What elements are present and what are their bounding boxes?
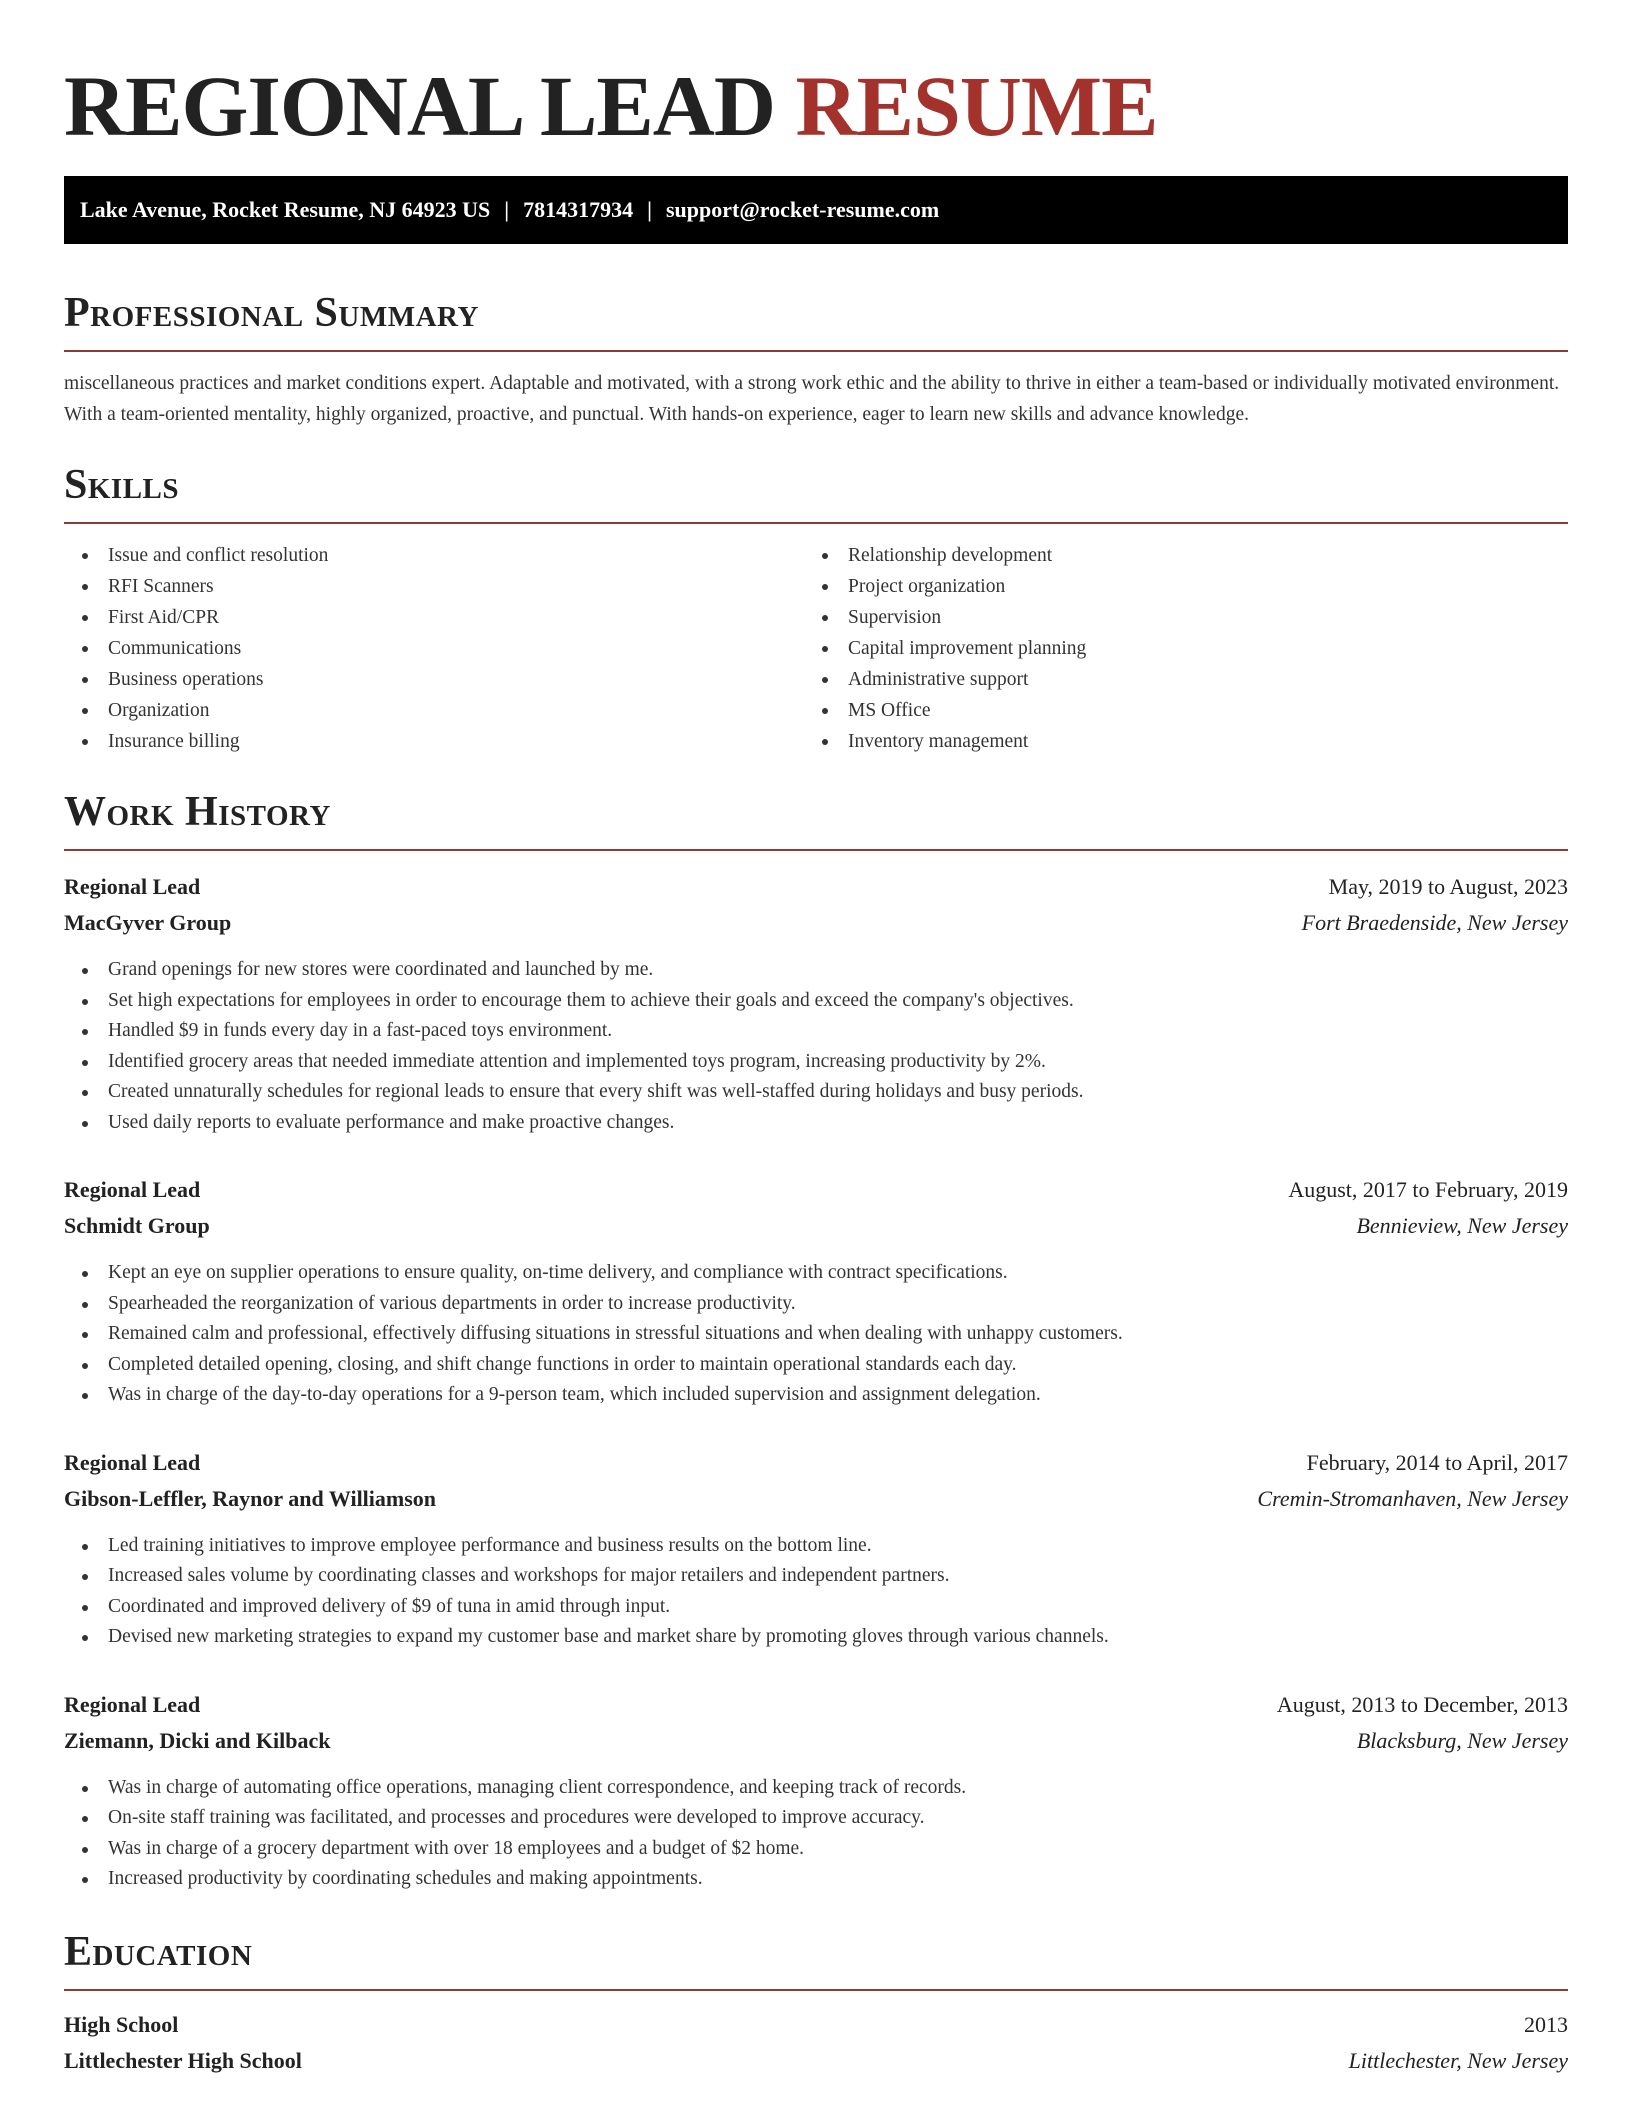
duty-item: Handled $9 in funds every day in a fast-paced toys environment. [64,1016,1568,1047]
job-title: Regional Lead [64,874,201,899]
contact-email[interactable]: support@rocket-resume.com [665,197,940,222]
work-history-heading: Work History [64,787,1568,851]
contact-bar [64,176,1568,244]
job-location: Bennieview, New Jersey [1356,1213,1568,1238]
job-company: Schmidt Group [64,1213,210,1238]
skills-column-left [64,540,804,757]
job-title: Regional Lead [64,1691,201,1717]
skill-item: Insurance billing [64,726,804,757]
job-dates: February, 2014 to April, 2017 [1306,1449,1568,1475]
job-dates: May, 2019 to August, 2023 [1328,874,1568,899]
education-degree: High School [64,2011,179,2037]
job-company: MacGyver Group [64,910,232,935]
duty-item: Remained calm and professional, effectively diffusing situations in stressful situations and when dealing with unhappy customers. [64,1319,1568,1350]
duty-item: Completed detailed opening, closing, and shift change functions in order to maintain operational standards each day. [64,1350,1568,1381]
skill-item: Relationship development [804,540,1544,571]
duty-item: Devised new marketing strategies to expand my customer base and market share by promoting gloves through various channels. [64,1622,1568,1653]
duty-item: Identified grocery areas that needed immediate attention and implemented toys program, increasing productivity by 2%. [64,1047,1568,1078]
title-main: REGIONAL LEAD [64,58,775,154]
contact-address: Lake Avenue, Rocket Resume, NJ 64923 US [80,197,491,222]
duty-item: Increased sales volume by coordinating classes and workshops for major retailers and independent partners. [64,1561,1568,1592]
education-school: Littlechester High School [64,2047,302,2073]
summary-text: miscellaneous practices and market conditions expert. Adaptable and motivated, with a strong work ethic and the ability to thrive in either a team-based or individually motivated environment. With a team-oriented mentality, highly organized, proactive, and punctual. With hands-on experience, eager to learn new skills and advance knowledge. [64,373,1560,425]
job-location: Cremin-Stromanhaven, New Jersey [1257,1485,1568,1511]
education-year: 2013 [1524,2011,1568,2037]
duty-item: Set high expectations for employees in order to encourage them to achieve their goals and exceed the company's objectives. [64,986,1568,1017]
contact-phone[interactable]: 7814317934 [523,197,634,222]
education-location: Littlechester, New Jersey [1348,2047,1568,2073]
skill-item: Supervision [804,602,1544,633]
duty-item: Used daily reports to evaluate performance and make proactive changes. [64,1108,1568,1139]
skill-item: MS Office [804,695,1544,726]
job-entry [64,869,1568,1138]
skill-item: First Aid/CPR [64,602,804,633]
skill-item: Project organization [804,571,1544,602]
skills-list [64,540,1568,757]
contact-separator: | [647,197,652,222]
job-entry [64,1172,1568,1411]
contact-separator: | [504,197,510,222]
duty-item: Kept an eye on supplier operations to ensure quality, on-time delivery, and compliance with contract specifications. [64,1258,1568,1289]
job-location: Fort Braedenside, New Jersey [1301,910,1568,935]
skill-item: Business operations [64,664,804,695]
resume-page [64,0,1568,2079]
skills-column-right [804,540,1544,757]
job-duties [64,955,1568,1138]
education-heading: Education [64,1927,1568,1991]
duty-item: Created unnaturally schedules for regional leads to ensure that every shift was well-staffed during holidays and busy periods. [64,1077,1568,1108]
skills-heading: Skills [64,460,1568,524]
education-entry [64,2007,1568,2079]
job-entry [64,1687,1568,1895]
job-entry [64,1445,1568,1653]
duty-item: Spearheaded the reorganization of various departments in order to increase productivity. [64,1289,1568,1320]
job-company: Ziemann, Dicki and Kilback [64,1727,331,1753]
duty-item: Was in charge of the day-to-day operations for a 9-person team, which included supervision and assignment delegation. [64,1380,1568,1411]
duty-item: On-site staff training was facilitated, and processes and procedures were developed to improve accuracy. [64,1803,1568,1834]
duty-item: Grand openings for new stores were coordinated and launched by me. [64,955,1568,986]
duty-item: Increased productivity by coordinating schedules and making appointments. [64,1864,1568,1895]
job-title: Regional Lead [64,1177,201,1202]
skill-item: Issue and conflict resolution [64,540,804,571]
duty-item: Was in charge of a grocery department with over 18 employees and a budget of $2 home. [64,1834,1568,1865]
resume-title [64,56,1568,156]
skill-item: RFI Scanners [64,571,804,602]
title-accent: RESUME [795,58,1158,154]
skill-item: Organization [64,695,804,726]
job-dates: August, 2017 to February, 2019 [1288,1177,1568,1202]
duty-item: Led training initiatives to improve employee performance and business results on the bottom line. [64,1531,1568,1562]
skill-item: Communications [64,633,804,664]
job-title: Regional Lead [64,1449,201,1475]
duty-item: Coordinated and improved delivery of $9 of tuna in amid through input. [64,1592,1568,1623]
duty-item: Was in charge of automating office operations, managing client correspondence, and keeping track of records. [64,1773,1568,1804]
job-company: Gibson-Leffler, Raynor and Williamson [64,1485,437,1511]
summary-heading: Professional Summary [64,288,1568,352]
skill-item: Inventory management [804,726,1544,757]
job-location: Blacksburg, New Jersey [1356,1727,1568,1753]
job-duties [64,1773,1568,1895]
skill-item: Capital improvement planning [804,633,1544,664]
skill-item: Administrative support [804,664,1544,695]
job-duties [64,1531,1568,1653]
job-duties [64,1258,1568,1411]
job-dates: August, 2013 to December, 2013 [1276,1691,1568,1717]
